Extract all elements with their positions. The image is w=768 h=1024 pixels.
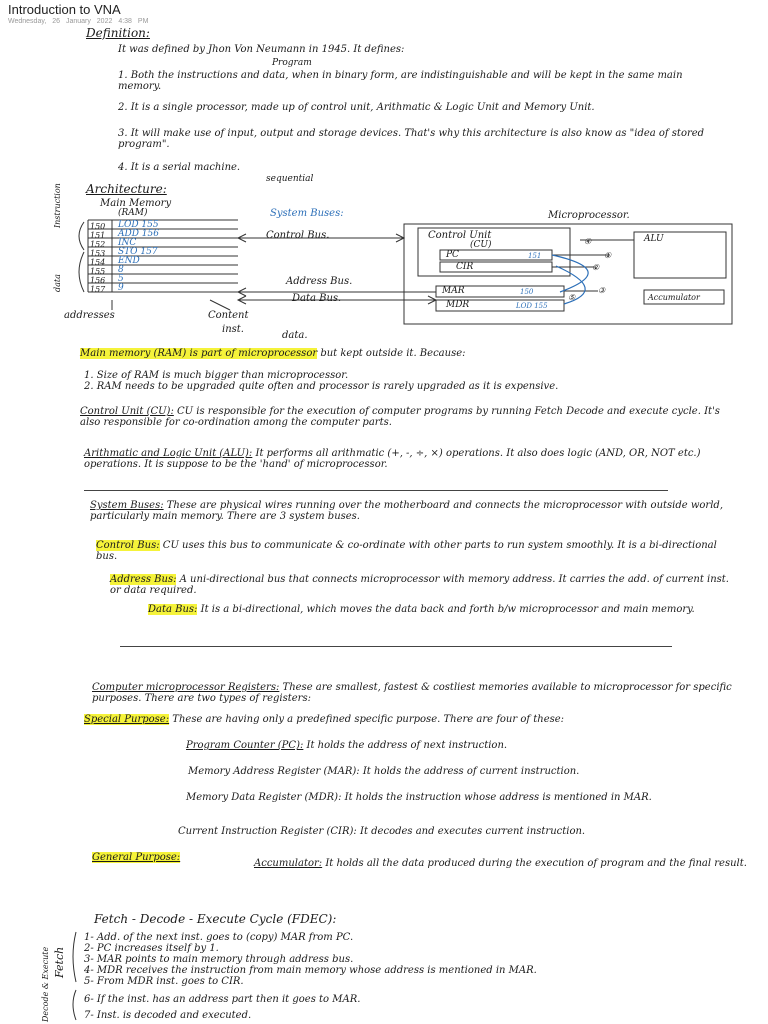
fdec-step-6: 6- If the inst. has an address part then it goes to MAR.	[84, 994, 361, 1005]
memory-address: 157	[90, 285, 106, 294]
alu-label: ALU	[644, 234, 664, 244]
page-date: Wednesday, 26 January 2022	[8, 18, 113, 25]
memory-value: LOD 155	[118, 220, 159, 230]
fdec-step-5: 5- From MDR inst. goes to CIR.	[84, 976, 244, 987]
step-marker-5: ⑤	[568, 293, 576, 302]
page-time: 4:38 PM	[118, 18, 149, 25]
memory-value: END	[118, 256, 140, 266]
mdr-value: LOD 155	[516, 302, 548, 310]
accumulator-label: Accumulator	[648, 293, 700, 302]
memory-address: 156	[90, 276, 106, 285]
instruction-side-label: Instruction	[53, 183, 62, 228]
address-bus-label: Address Bus.	[286, 276, 353, 287]
main-memory-highlight: Main memory (RAM) is part of microprocessor	[80, 348, 318, 359]
control-bus-text: CU uses this bus to communicate & co-ordinate with other parts to run system smoothly. It is a bi-directional bus.	[96, 540, 717, 562]
mar-register-heading: Memory Address Register (MAR):	[188, 766, 360, 777]
step-marker-4: ④	[584, 237, 592, 246]
control-bus-heading: Control Bus:	[96, 540, 160, 551]
step-marker-1: ①	[604, 251, 612, 260]
memory-address: 152	[90, 240, 106, 249]
memory-value: INC	[118, 238, 137, 248]
fdec-step-3: 3- MAR points to main memory through address bus.	[84, 954, 354, 965]
cir-register-heading: Current Instruction Register (CIR):	[178, 826, 357, 837]
mar-value: 150	[520, 288, 534, 296]
definition-heading: Definition:	[86, 26, 150, 40]
system-buses-text: These are physical wires running over the motherboard and connects the microprocessor with outside world, particularly main memory. There are 3 system buses.	[90, 500, 723, 522]
step-marker-3: ③	[598, 286, 606, 295]
ram-label: (RAM)	[118, 208, 148, 218]
fdec-step-4: 4- MDR receives the instruction from main memory whose address is mentioned in MAR.	[84, 965, 537, 976]
memory-address: 155	[90, 267, 106, 276]
pc-label: PC	[446, 250, 459, 260]
definition-point-4: 4. It is a serial machine.	[118, 162, 241, 173]
mdr-register-text: It holds the instruction whose address is mentioned in MAR.	[344, 792, 652, 803]
memory-value: 9	[118, 283, 124, 293]
addresses-label: addresses	[64, 310, 115, 321]
pc-value: 151	[528, 252, 542, 260]
memory-address: 154	[90, 258, 106, 267]
general-purpose-heading: General Purpose:	[92, 852, 181, 863]
data-side-label: data	[53, 274, 62, 292]
memory-value: ADD 156	[118, 229, 159, 239]
pc-register-text: It holds the address of next instruction.	[306, 740, 508, 751]
pc-register-heading: Program Counter (PC):	[186, 740, 304, 751]
definition-point-2: 2. It is a single processor, made up of control unit, Arithmatic & Logic Unit and Memory Unit.	[118, 102, 595, 113]
architecture-heading: Architecture:	[86, 182, 167, 196]
mdr-register-heading: Memory Data Register (MDR):	[186, 792, 342, 803]
fdec-heading: Fetch - Decode - Execute Cycle (FDEC):	[94, 912, 337, 926]
cir-register-text: It decodes and executes current instruction.	[360, 826, 586, 837]
main-memory-label: Main Memory	[100, 198, 172, 209]
fetch-side-label: Fetch	[53, 946, 66, 978]
data-bus-text: It is a bi-directional, which moves the data back and forth b/w microprocessor and main memory.	[200, 604, 695, 615]
registers-heading: Computer microprocessor Registers:	[92, 682, 280, 693]
registers-text: These are smallest, fastest & costliest memories available to microprocessor for specific purposes. There are two types of registers:	[92, 682, 732, 704]
accumulator-heading: Accumulator:	[254, 858, 323, 869]
cu-label: Control Unit	[428, 230, 492, 241]
reason-1: 1. Size of RAM is much bigger than microprocessor.	[84, 370, 349, 381]
mdr-label: MDR	[446, 300, 470, 310]
cu-text: CU is responsible for the execution of computer programs by running Fetch Decode and execute cycle. It's also responsible for co-ordination among the computer parts.	[80, 406, 720, 428]
fdec-step-2: 2- PC increases itself by 1.	[84, 943, 219, 954]
control-bus-label: Control Bus.	[266, 230, 330, 241]
memory-address: 150	[90, 222, 106, 231]
program-annotation: Program	[272, 58, 312, 68]
alu-heading: Arithmatic and Logic Unit (ALU):	[84, 448, 253, 459]
special-purpose-text: These are having only a predefined specific purpose. There are four of these:	[172, 714, 565, 725]
data-bus-label: Data Bus.	[292, 293, 342, 304]
decode-execute-side-label: Decode & Execute	[41, 946, 50, 1022]
memory-value: 5	[118, 274, 124, 284]
memory-value: STO 157	[118, 247, 158, 257]
page-title: Introduction to VNA	[8, 2, 121, 17]
special-purpose-heading: Special Purpose:	[84, 714, 170, 725]
cir-label: CIR	[456, 262, 474, 272]
memory-address: 151	[90, 231, 106, 240]
system-buses-heading: System Buses:	[90, 500, 164, 511]
memory-address: 153	[90, 249, 106, 258]
cu-sub-label: (CU)	[470, 240, 492, 250]
accumulator-text: It holds all the data produced during the execution of program and the final result.	[325, 858, 747, 869]
system-buses-label: System Buses:	[270, 208, 344, 219]
definition-point-1: 1. Both the instructions and data, when in binary form, are indistinguishable and will be kept in the same main memory.	[118, 70, 683, 92]
definition-point-3: 3. It will make use of input, output and storage devices. That's why this architecture is also know as "idea of stored program".	[118, 128, 705, 150]
fdec-step-7: 7- Inst. is decoded and executed.	[84, 1010, 252, 1021]
fdec-step-1: 1- Add. of the next inst. goes to (copy) MAR from PC.	[84, 932, 354, 943]
mar-register-text: It holds the address of current instruction.	[362, 766, 580, 777]
alu-text: It performs all arithmatic (+, -, ÷, ×) operations. It also does logic (AND, OR, NOT etc.) operations. It is suppose to be the 'hand' of microprocessor.	[84, 448, 701, 470]
content-label: Content	[208, 310, 249, 321]
cu-heading: Control Unit (CU):	[80, 406, 174, 417]
point-4-annotation: sequential	[266, 174, 314, 184]
data-label: data.	[282, 330, 308, 341]
data-bus-heading: Data Bus:	[148, 604, 198, 615]
definition-intro: It was defined by Jhon Von Neumann in 1945. It defines:	[118, 44, 405, 55]
address-bus-text: A uni-directional bus that connects microprocessor with memory address. It carries the add. of current inst. or data required.	[110, 574, 729, 596]
step-marker-2: ②	[592, 263, 600, 272]
reason-2: 2. RAM needs to be upgraded quite often and processor is rarely upgraded as it is expensive.	[84, 381, 559, 392]
microprocessor-label: Microprocessor.	[548, 210, 630, 221]
memory-value: 8	[118, 265, 124, 275]
main-memory-rest: but kept outside it. Because:	[320, 348, 466, 359]
address-bus-heading: Address Bus:	[110, 574, 177, 585]
inst-label: inst.	[222, 324, 244, 335]
mar-label: MAR	[442, 286, 465, 296]
